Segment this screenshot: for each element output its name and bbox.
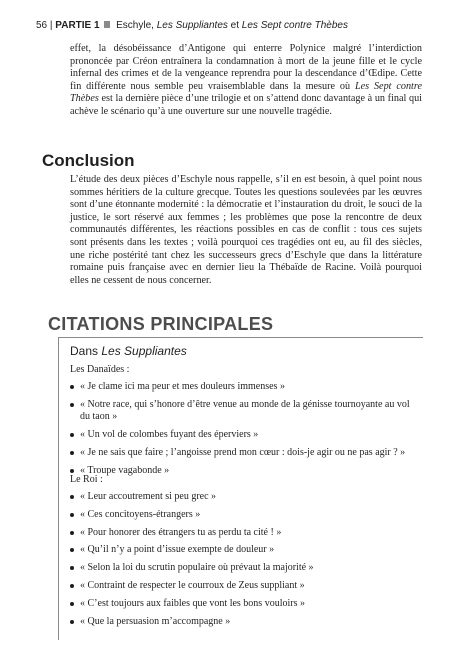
conclusion-heading: Conclusion	[42, 151, 135, 170]
intro-text-a: effet, la désobéissance d’Antigone qui enterre Polynice malgré l’interdiction prononcée par Créon entraînera la condamnation à mort de la jeune fille et le cycle infernal des crimes et de la vengeance reprendra pour la descendance d’Œdipe. Cette fin différente nous semble peu vraisemblable dans la mesure où	[70, 43, 422, 92]
citations-subtitle	[70, 344, 187, 358]
quote-item: « Je ne sais que faire ; l’angoisse prend mon cœur : dois-je agir ou ne pas agir ? »	[70, 447, 420, 459]
header-work2: Les Sept contre Thèbes	[241, 20, 348, 31]
quote-item: « Troupe vagabonde »	[70, 465, 420, 477]
quote-item: « Pour honorer des étrangers tu as perdu ta cité ! »	[70, 527, 420, 539]
part-label: PARTIE 1	[55, 20, 100, 31]
quote-item: « Qu’il n’y a point d’issue exempte de douleur »	[70, 544, 420, 556]
intro-text-b: est la dernière pièce d’une trilogie et on s’attend donc davantage à un final qui achève le scénario qu’à une ouverture sur une nouvelle tragédie.	[70, 93, 422, 117]
quote-item: « Selon la loi du scrutin populaire où prévaut la majorité »	[70, 562, 420, 574]
intro-paragraph	[70, 43, 422, 119]
quote-item: « Un vol de colombes fuyant des éperviers »	[70, 429, 420, 441]
subtitle-prefix: Dans	[70, 344, 99, 358]
quotes-danaides	[70, 381, 420, 482]
header-author: Eschyle,	[116, 20, 154, 31]
quote-item: « Je clame ici ma peur et mes douleurs immenses »	[70, 381, 420, 393]
intro-title-italic: Les Sept contre Thèbes	[70, 80, 423, 105]
header-square-icon	[104, 21, 110, 28]
running-header: 56 | PARTIE 1 Eschyle, Les Suppliantes et Les Sept contre Thèbes	[36, 20, 348, 31]
subtitle-work: Les Suppliantes	[101, 344, 187, 358]
quote-item: « Ces concitoyens-étrangers »	[70, 509, 420, 521]
citations-heading: CITATIONS PRINCIPALES	[48, 314, 274, 334]
quote-item: « Leur accoutrement si peu grec »	[70, 491, 420, 503]
quotes-roi	[70, 491, 420, 633]
speaker-danaides: Les Danaïdes :	[70, 364, 130, 375]
conclusion-paragraph: L’étude des deux pièces d’Eschyle nous rappelle, s’il en est besoin, à quel point nous sommes héritiers de la culture grecque. Toutes les questions soulevées par les œuvres sont d’une étonnante modernité : la démocratie et l’instauration du droit, le souci de la justice, le sort réservé aux femmes ; les problèmes que pose la rencontre de deux communautés différentes, les réactions possibles en cas de conflit : tous ces sujets sont présents dans les textes ; voilà pourquoi ces tragédies ont eu, au fil des siècles, une riche postérité tant chez les successeurs grecs d’Eschyle que dans la littérature romaine puis française avec en dernier lieu la Thébaïde de Racine. Voilà pourquoi elles ne cessent de nous concerner.	[70, 174, 422, 286]
quote-item: « Notre race, qui s’honore d’être venue au monde de la génisse tournoyante au vol du taon »	[70, 399, 420, 424]
quote-item: « Contraint de respecter le courroux de Zeus suppliant »	[70, 580, 420, 592]
quote-item: « C’est toujours aux faibles que vont les bons vouloirs »	[70, 598, 420, 610]
quote-item: « Que la persuasion m’accompagne »	[70, 616, 420, 628]
page-number: 56	[36, 20, 48, 31]
header-work1: Les Suppliantes	[156, 20, 228, 31]
speaker-roi: Le Roi :	[70, 474, 103, 485]
header-conj: et	[230, 20, 240, 31]
